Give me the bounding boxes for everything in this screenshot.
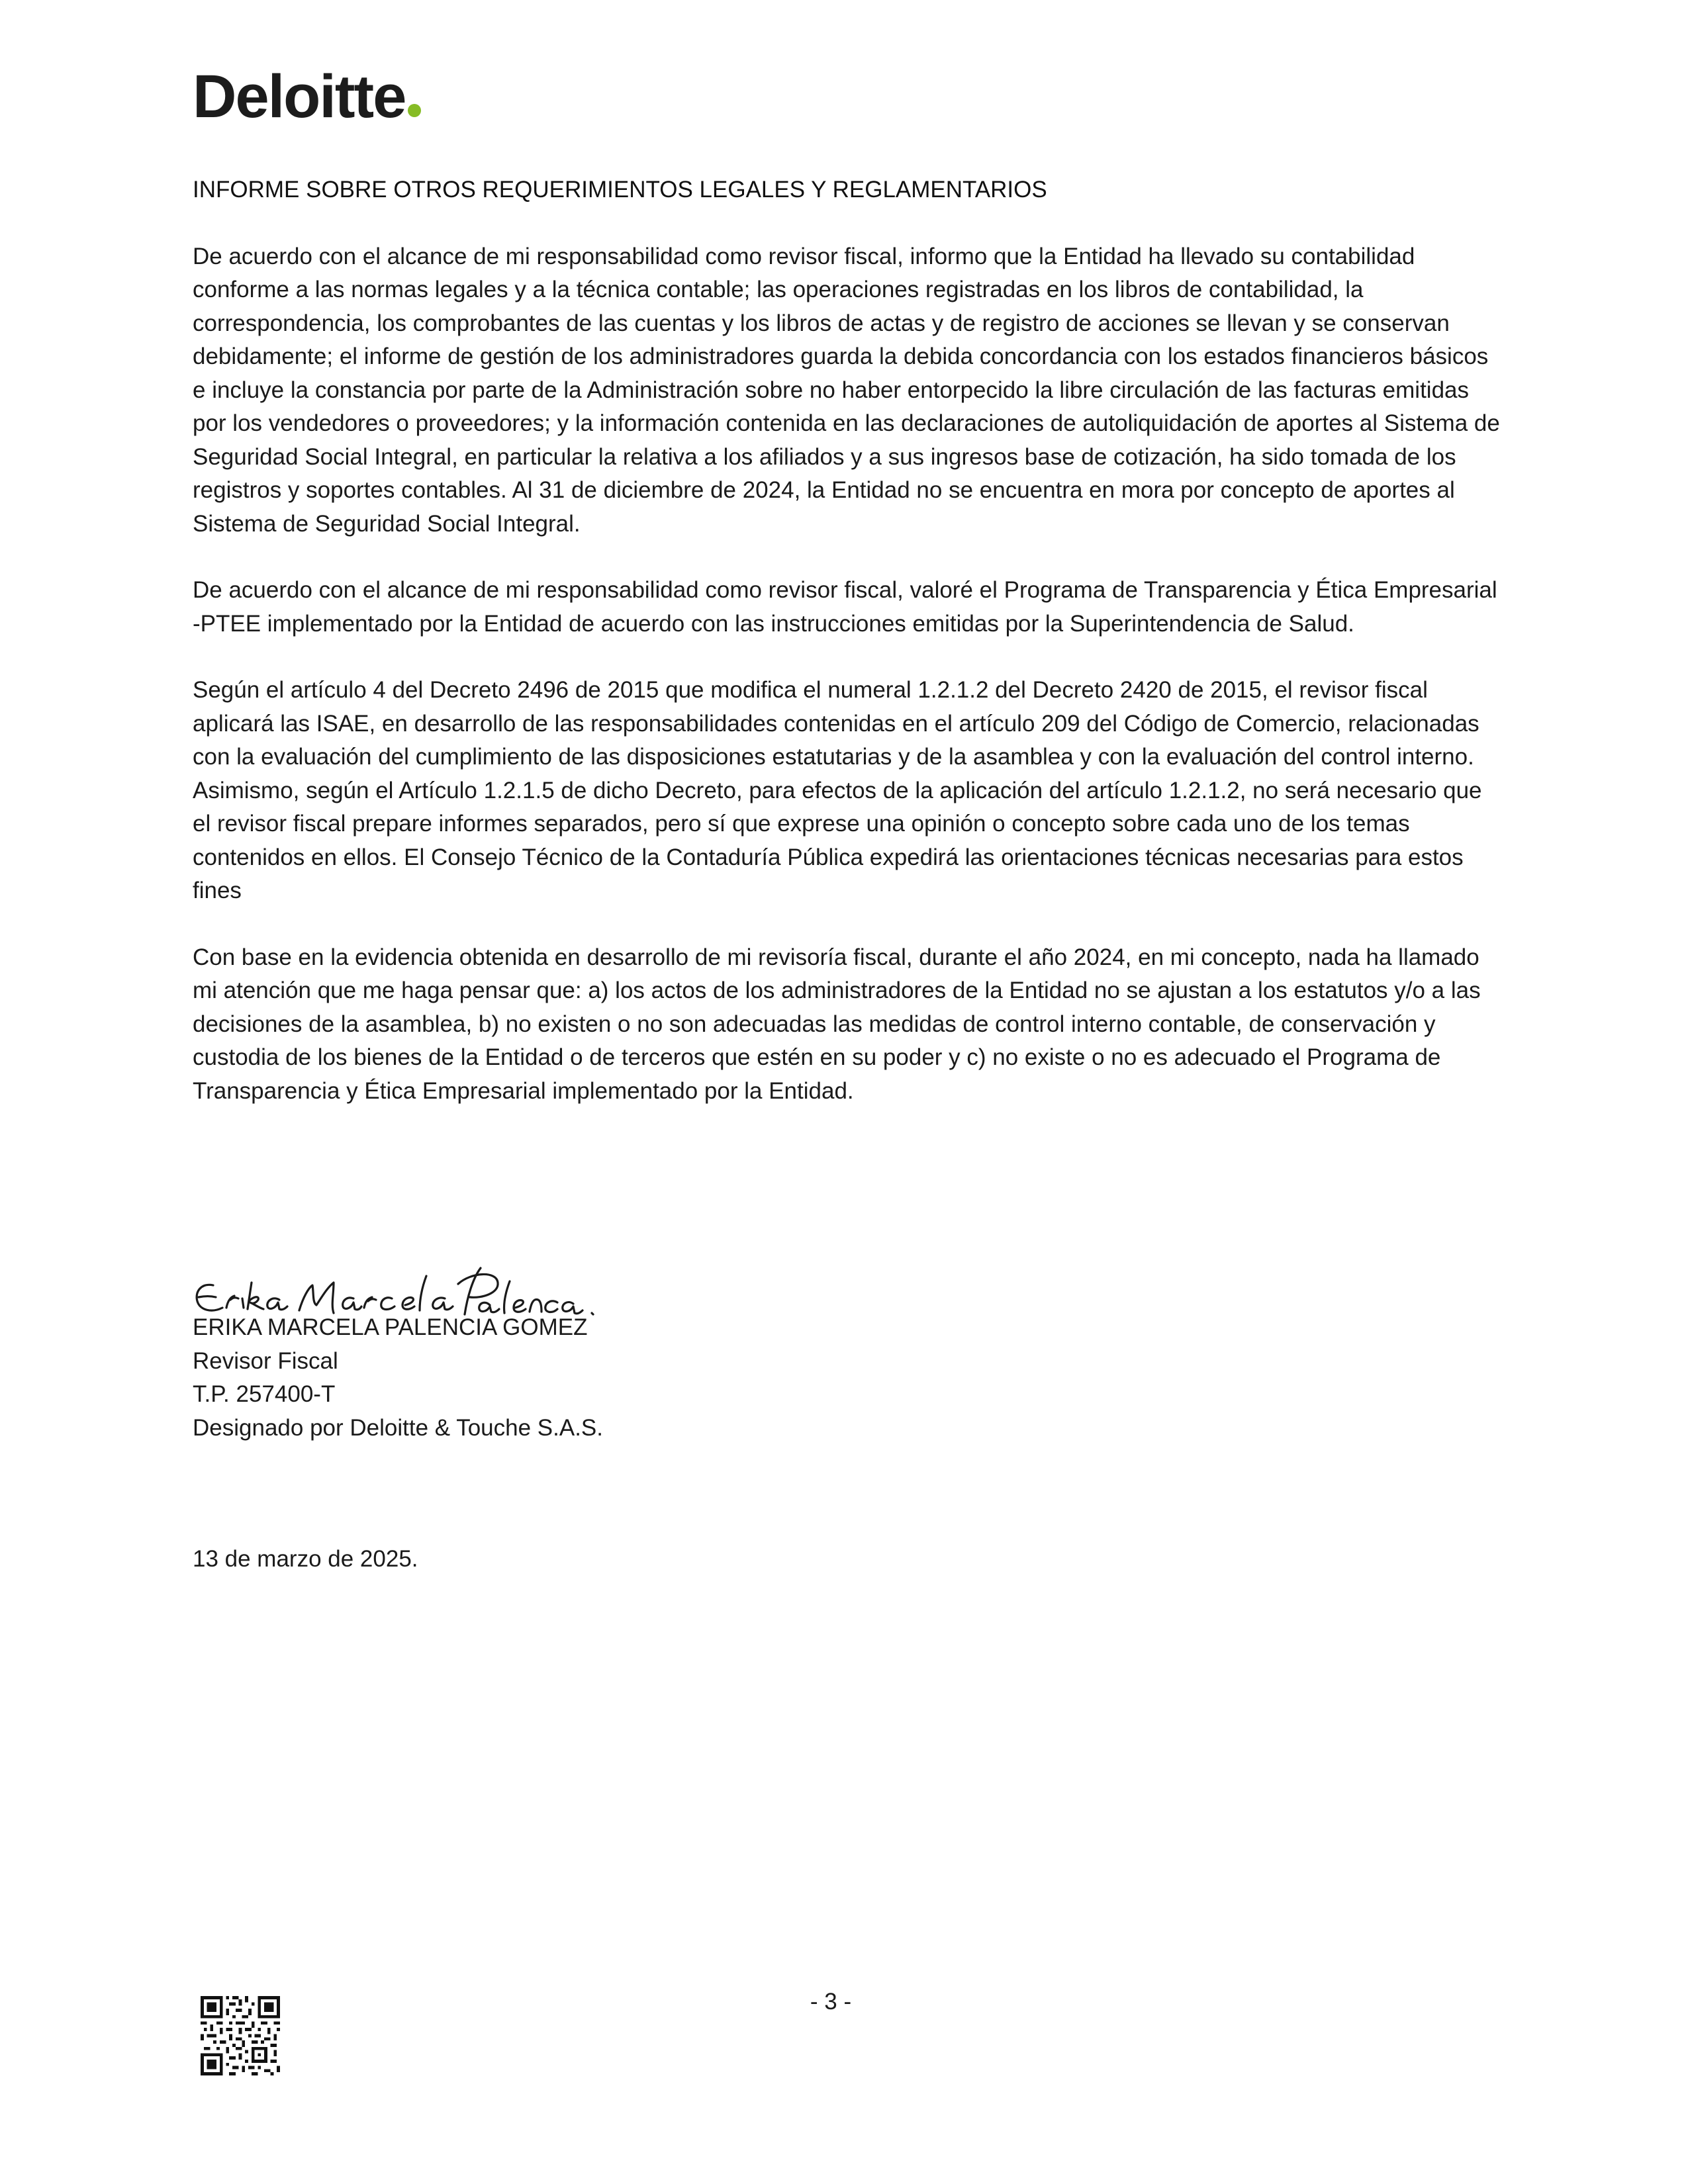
signer-tp: T.P. 257400-T xyxy=(193,1381,336,1407)
logo-text: Deloitte xyxy=(193,63,406,130)
signer-block xyxy=(193,1311,603,1445)
paragraph-decree: Según el artículo 4 del Decreto 2496 de 2015 que modifica el numeral 1.2.1.2 del Decreto 2420 de 2015, el revisor fiscal aplicará las ISAE, en desarrollo de las responsabilidades contenidas en el artículo 209 del Código de Comercio, relacionadas con la evaluación del cumplimiento de las disposiciones estatutarias y de la asamblea y con la evaluación del control interno. Asimismo, según el Artículo 1.2.1.5 de dicho Decreto, para efectos de la aplicación del artículo 1.2.1.2, no será necesario que el revisor fiscal prepare informes separados, pero sí que exprese una opinión o concepto sobre cada uno de los temas contenidos en ellos. El Consejo Técnico de la Contaduría Pública expedirá las orientaciones técnicas necesarias para estos fines xyxy=(193,677,1482,903)
deloitte-logo xyxy=(193,63,421,130)
logo-dot-icon xyxy=(408,104,421,117)
paragraph-ptee: De acuerdo con el alcance de mi responsabilidad como revisor fiscal, valoré el Programa de Transparencia y Ética Empresarial -PTEE implementado por la Entidad de acuerdo con las instrucciones emitidas por la Superintendencia de Salud. xyxy=(193,577,1497,637)
report-body xyxy=(193,173,1503,1141)
signer-role: Revisor Fiscal xyxy=(193,1347,338,1374)
qr-code-icon xyxy=(201,1996,280,2075)
paragraph-conclusion: Con base en la evidencia obtenida en desarrollo de mi revisoría fiscal, durante el año 2024, en mi concepto, nada ha llamado mi atención que me haga pensar que: a) los actos de los administradores de la Entidad no se ajustan a los estatutos y/o a las decisiones de la asamblea, b) no existen o no son adecuadas las medidas de control interno contable, de conservación y custodia de los bienes de la Entidad o de terceros que estén en su poder y c) no existe o no es adecuado el Programa de Transparencia y Ética Empresarial implementado por la Entidad. xyxy=(193,944,1481,1104)
signer-name: ERIKA MARCELA PALENCIA GOMEZ xyxy=(193,1314,588,1340)
signer-designation: Designado por Deloitte & Touche S.A.S. xyxy=(193,1414,604,1441)
page-number: - 3 - xyxy=(810,1989,852,2015)
paragraph-accounting: De acuerdo con el alcance de mi responsabilidad como revisor fiscal, informo que la Entidad ha llevado su contabilidad conforme a las normas legales y a la técnica contable; las operaciones registradas en los libros de contabilidad, la correspondencia, los comprobantes de las cuentas y los libros de actas y de registro de acciones se llevan y se conservan debidamente; el informe de gestión de los administradores guarda la debida concordancia con los estados financieros básicos e incluye la constancia por parte de la Administración sobre no haber entorpecido la libre circulación de las facturas emitidas por los vendedores o proveedores; y la información contenida en las declaraciones de autoliquidación de aportes al Sistema de Seguridad Social Integral, en particular la relativa a los afiliados y a sus ingresos base de cotización, ha sido tomada de los registros y soportes contables. Al 31 de diciembre de 2024, la Entidad no se encuentra en mora por concepto de aportes al Sistema de Seguridad Social Integral. xyxy=(193,243,1500,537)
report-date: 13 de marzo de 2025. xyxy=(193,1546,418,1572)
report-heading: INFORME SOBRE OTROS REQUERIMIENTOS LEGALES Y REGLAMENTARIOS xyxy=(193,177,1047,203)
